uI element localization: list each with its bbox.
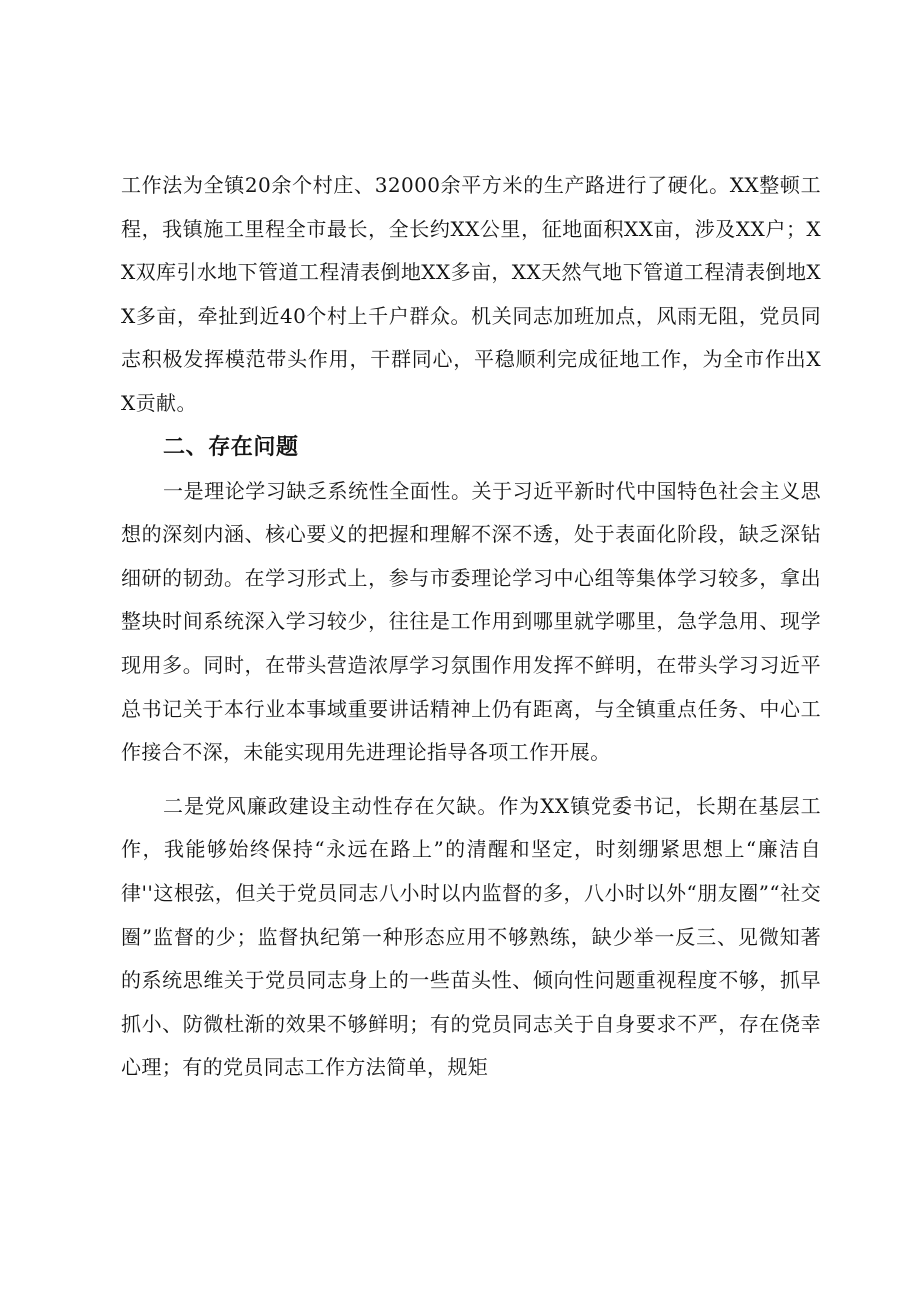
section-heading: 二、存在问题 [163, 434, 299, 460]
document-body [121, 164, 821, 1090]
paragraph-continued: 工作法为全镇20余个村庄、32000余平方米的生产路进行了硬化。XX整顿工程，我镇施工里程全市最长，全长约XX公里，征地面积XX亩，涉及XX户；XX双库引水地下管道工程清表倒地XX多亩，XX天然气地下管道工程清表倒地XX多亩，牵扯到近40个村上千户群众。机关同志加班加点，风雨无阻，党员同志积极发挥模范带头作用，干群同心，平稳顺利完成征地工作，为全市作出XX贡献。 [121, 173, 821, 415]
paragraph-theory-study: 一是理论学习缺乏系统性全面性。关于习近平新时代中国特色社会主义思想的深刻内涵、核心要义的把握和理解不深不透，处于表面化阶段，缺乏深钻细研的韧劲。在学习形式上，参与市委理论学习中心组等集体学习较多，拿出整块时间系统深入学习较少，往往是工作用到哪里就学哪里，急学急用、现学现用多。同时，在带头营造浓厚学习氛围作用发挥不鲜明，在带头学习习近平总书记关于本行业本事域重要讲话精神上仍有距离，与全镇重点任务、中心工作接合不深，未能实现用先进理论指导各项工作开展。 [121, 478, 821, 765]
paragraph-spacer [121, 775, 821, 785]
paragraph-party-conduct: 二是党风廉政建设主动性存在欠缺。作为XX镇党委书记，长期在基层工作，我能够始终保持“永远在路上”的清醒和坚定，时刻绷紧思想上“廉洁自律''这根弦，但关于党员同志八小时以内监督的多，八小时以外“朋友圈”“社交圈”监督的少；监督执纪第一种形态应用不够熟练，缺少举一反三、见微知著的系统思维关于党员同志身上的一些苗头性、倾向性问题重视程度不够，抓早抓小、防微杜渐的效果不够鲜明；有的党员同志关于自身要求不严，存在侥幸心理；有的党员同志工作方法简单，规矩 [121, 793, 821, 1080]
